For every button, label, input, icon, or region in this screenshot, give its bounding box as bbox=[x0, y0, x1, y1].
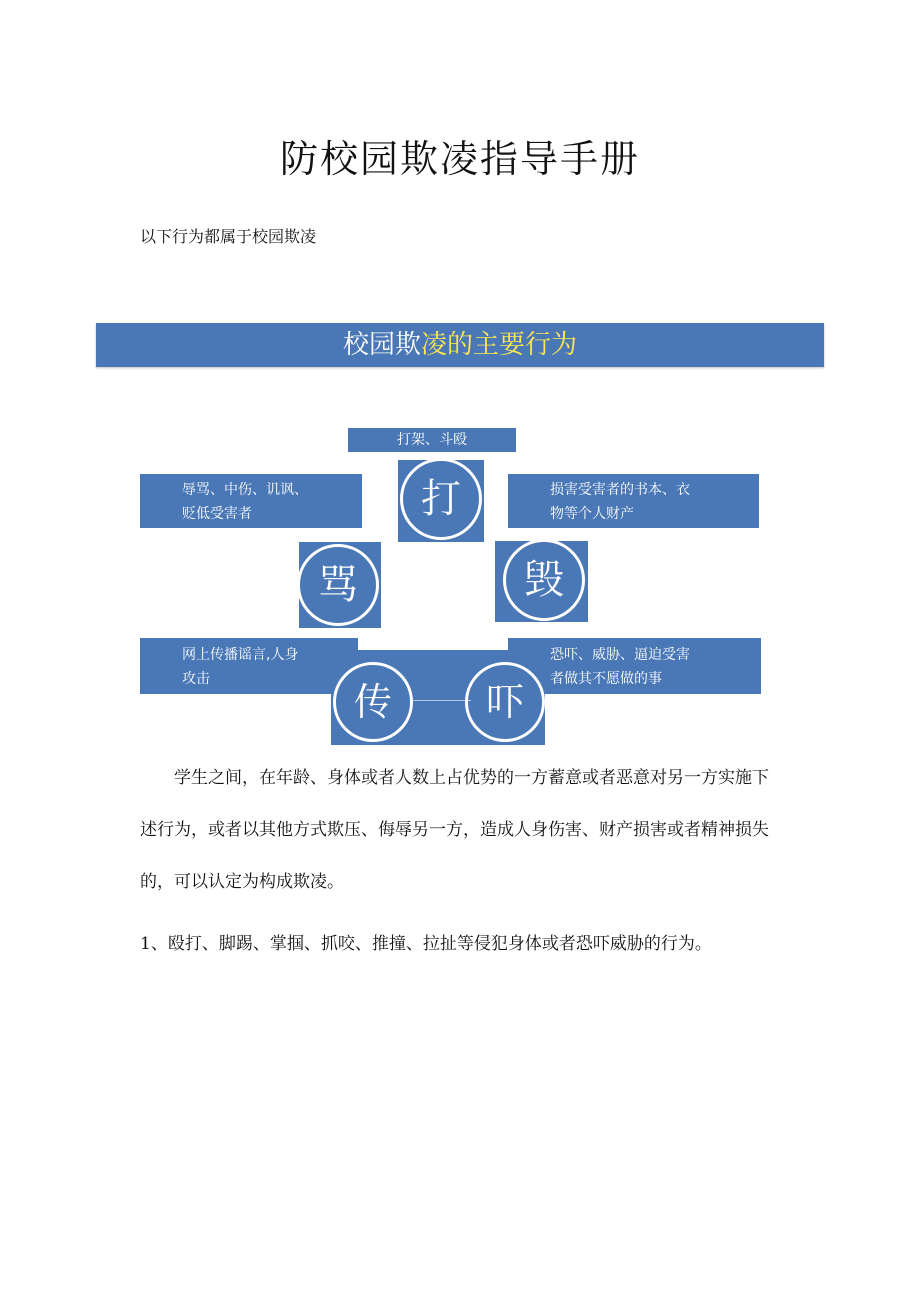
label-rumor-line1: 网上传播谣言,人身 bbox=[182, 647, 299, 663]
curse-tile bbox=[299, 542, 381, 628]
banner-text-yellow: 凌的主要行为 bbox=[421, 330, 578, 360]
label-rumor-box bbox=[140, 638, 358, 694]
threaten-char: 吓 bbox=[465, 662, 545, 742]
label-insult-line2: 贬低受害者 bbox=[182, 506, 252, 522]
section-banner bbox=[96, 323, 824, 367]
label-threat-line2: 者做其不愿做的事 bbox=[550, 671, 662, 687]
label-property-line2: 物等个人财产 bbox=[550, 506, 634, 522]
label-insult-box bbox=[140, 474, 362, 528]
intro-text: 以下行为都属于校园欺凌 bbox=[140, 227, 317, 246]
spread-threaten-tile bbox=[331, 650, 545, 745]
label-fighting: 打架、斗殴 bbox=[348, 428, 516, 452]
label-threat-box bbox=[508, 638, 761, 694]
hit-char: 打 bbox=[400, 460, 482, 540]
label-property-line1: 损害受害者的书本、衣 bbox=[550, 482, 690, 498]
label-insult-line1: 辱骂、中伤、讥讽、 bbox=[182, 482, 308, 498]
divider-line bbox=[411, 700, 471, 701]
curse-char: 骂 bbox=[299, 544, 379, 626]
banner-text-white: 校园欺 bbox=[342, 330, 421, 360]
label-property-box bbox=[508, 474, 759, 528]
destroy-char: 毁 bbox=[503, 541, 585, 621]
hit-tile bbox=[398, 460, 484, 542]
definition-paragraph: 学生之间，在年龄、身体或者人数上占优势的一方蓄意或者恶意对另一方实施下述行为，或者以其他方式欺压、侮辱另一方，造成人身伤害、财产损害或者精神损失的，可以认定为构成欺凌。 bbox=[140, 768, 769, 892]
spread-char: 传 bbox=[333, 662, 413, 742]
list-item: 1、殴打、脚踢、掌掴、抓咬、推撞、拉扯等侵犯身体或者恐吓威胁的行为。 bbox=[140, 934, 712, 954]
destroy-tile bbox=[495, 541, 588, 622]
label-rumor-line2: 攻击 bbox=[182, 671, 210, 687]
label-threat-line1: 恐吓、威胁、逼迫受害 bbox=[550, 647, 690, 663]
page-title: 防校园欺凌指导手册 bbox=[279, 137, 640, 181]
